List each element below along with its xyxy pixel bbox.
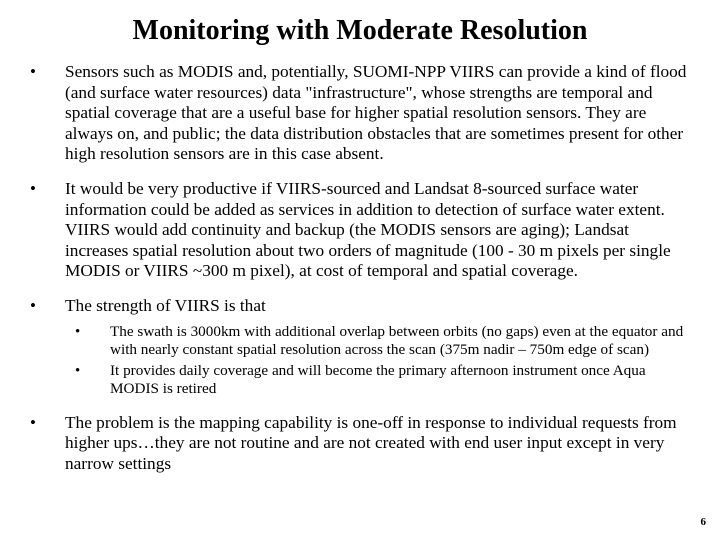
bullet-text: It would be very productive if VIIRS-sourced and Landsat 8-sourced surface water information could be added as services in addition to detection of surface water extent. VIIRS would add continuity and backup (the MODIS sensors are aging); Landsat increases spatial resolution about two orders of magnitude (100 - 30 m pixels per single MODIS or VIIRS ~300 m pixel), at cost of temporal and spatial coverage.: [65, 178, 671, 281]
sub-bullet-text: It provides daily coverage and will become the primary afternoon instrument once Aqua MODIS is retired: [110, 362, 646, 398]
sub-bullet-marker: •: [75, 323, 81, 340]
bullet-list: [30, 62, 690, 489]
bullet-text: The strength of VIIRS is that: [65, 295, 266, 315]
bullet-text: The problem is the mapping capability is one-off in response to individual requests from higher ups…they are not routine and are not created with end user input except in very narrow settings: [65, 412, 677, 473]
bullet-item: [30, 296, 690, 399]
slide-title: Monitoring with Moderate Resolution: [132, 15, 588, 46]
sub-bullet-list: [65, 323, 690, 399]
bullet-item: [30, 62, 690, 165]
bullet-marker: •: [30, 295, 36, 315]
bullet-item: [30, 179, 690, 282]
bullet-item: [30, 413, 690, 475]
sub-bullet-marker: •: [75, 363, 81, 380]
bullet-marker: •: [30, 62, 36, 81]
page-number: 6: [700, 516, 706, 528]
bullet-text: Sensors such as MODIS and, potentially, SUOMI-NPP VIIRS can provide a kind of flood (and surface water resources) data "infrastructure", whose strengths are temporal and spatial coverage that are a useful base for higher spatial resolution sensors. They are always on, and public; the data distribution obstacles that are sometimes present for other high resolution sensors are in this case absent.: [65, 62, 687, 164]
sub-bullet-text: The swath is 3000km with additional overlap between orbits (no gaps) even at the equator and with nearly constant spatial resolution across the scan (375m nadir – 750m edge of scan): [110, 322, 684, 358]
sub-bullet-item: [73, 323, 690, 360]
bullet-marker: •: [30, 412, 36, 432]
sub-bullet-item: [73, 362, 690, 399]
bullet-marker: •: [30, 178, 36, 198]
